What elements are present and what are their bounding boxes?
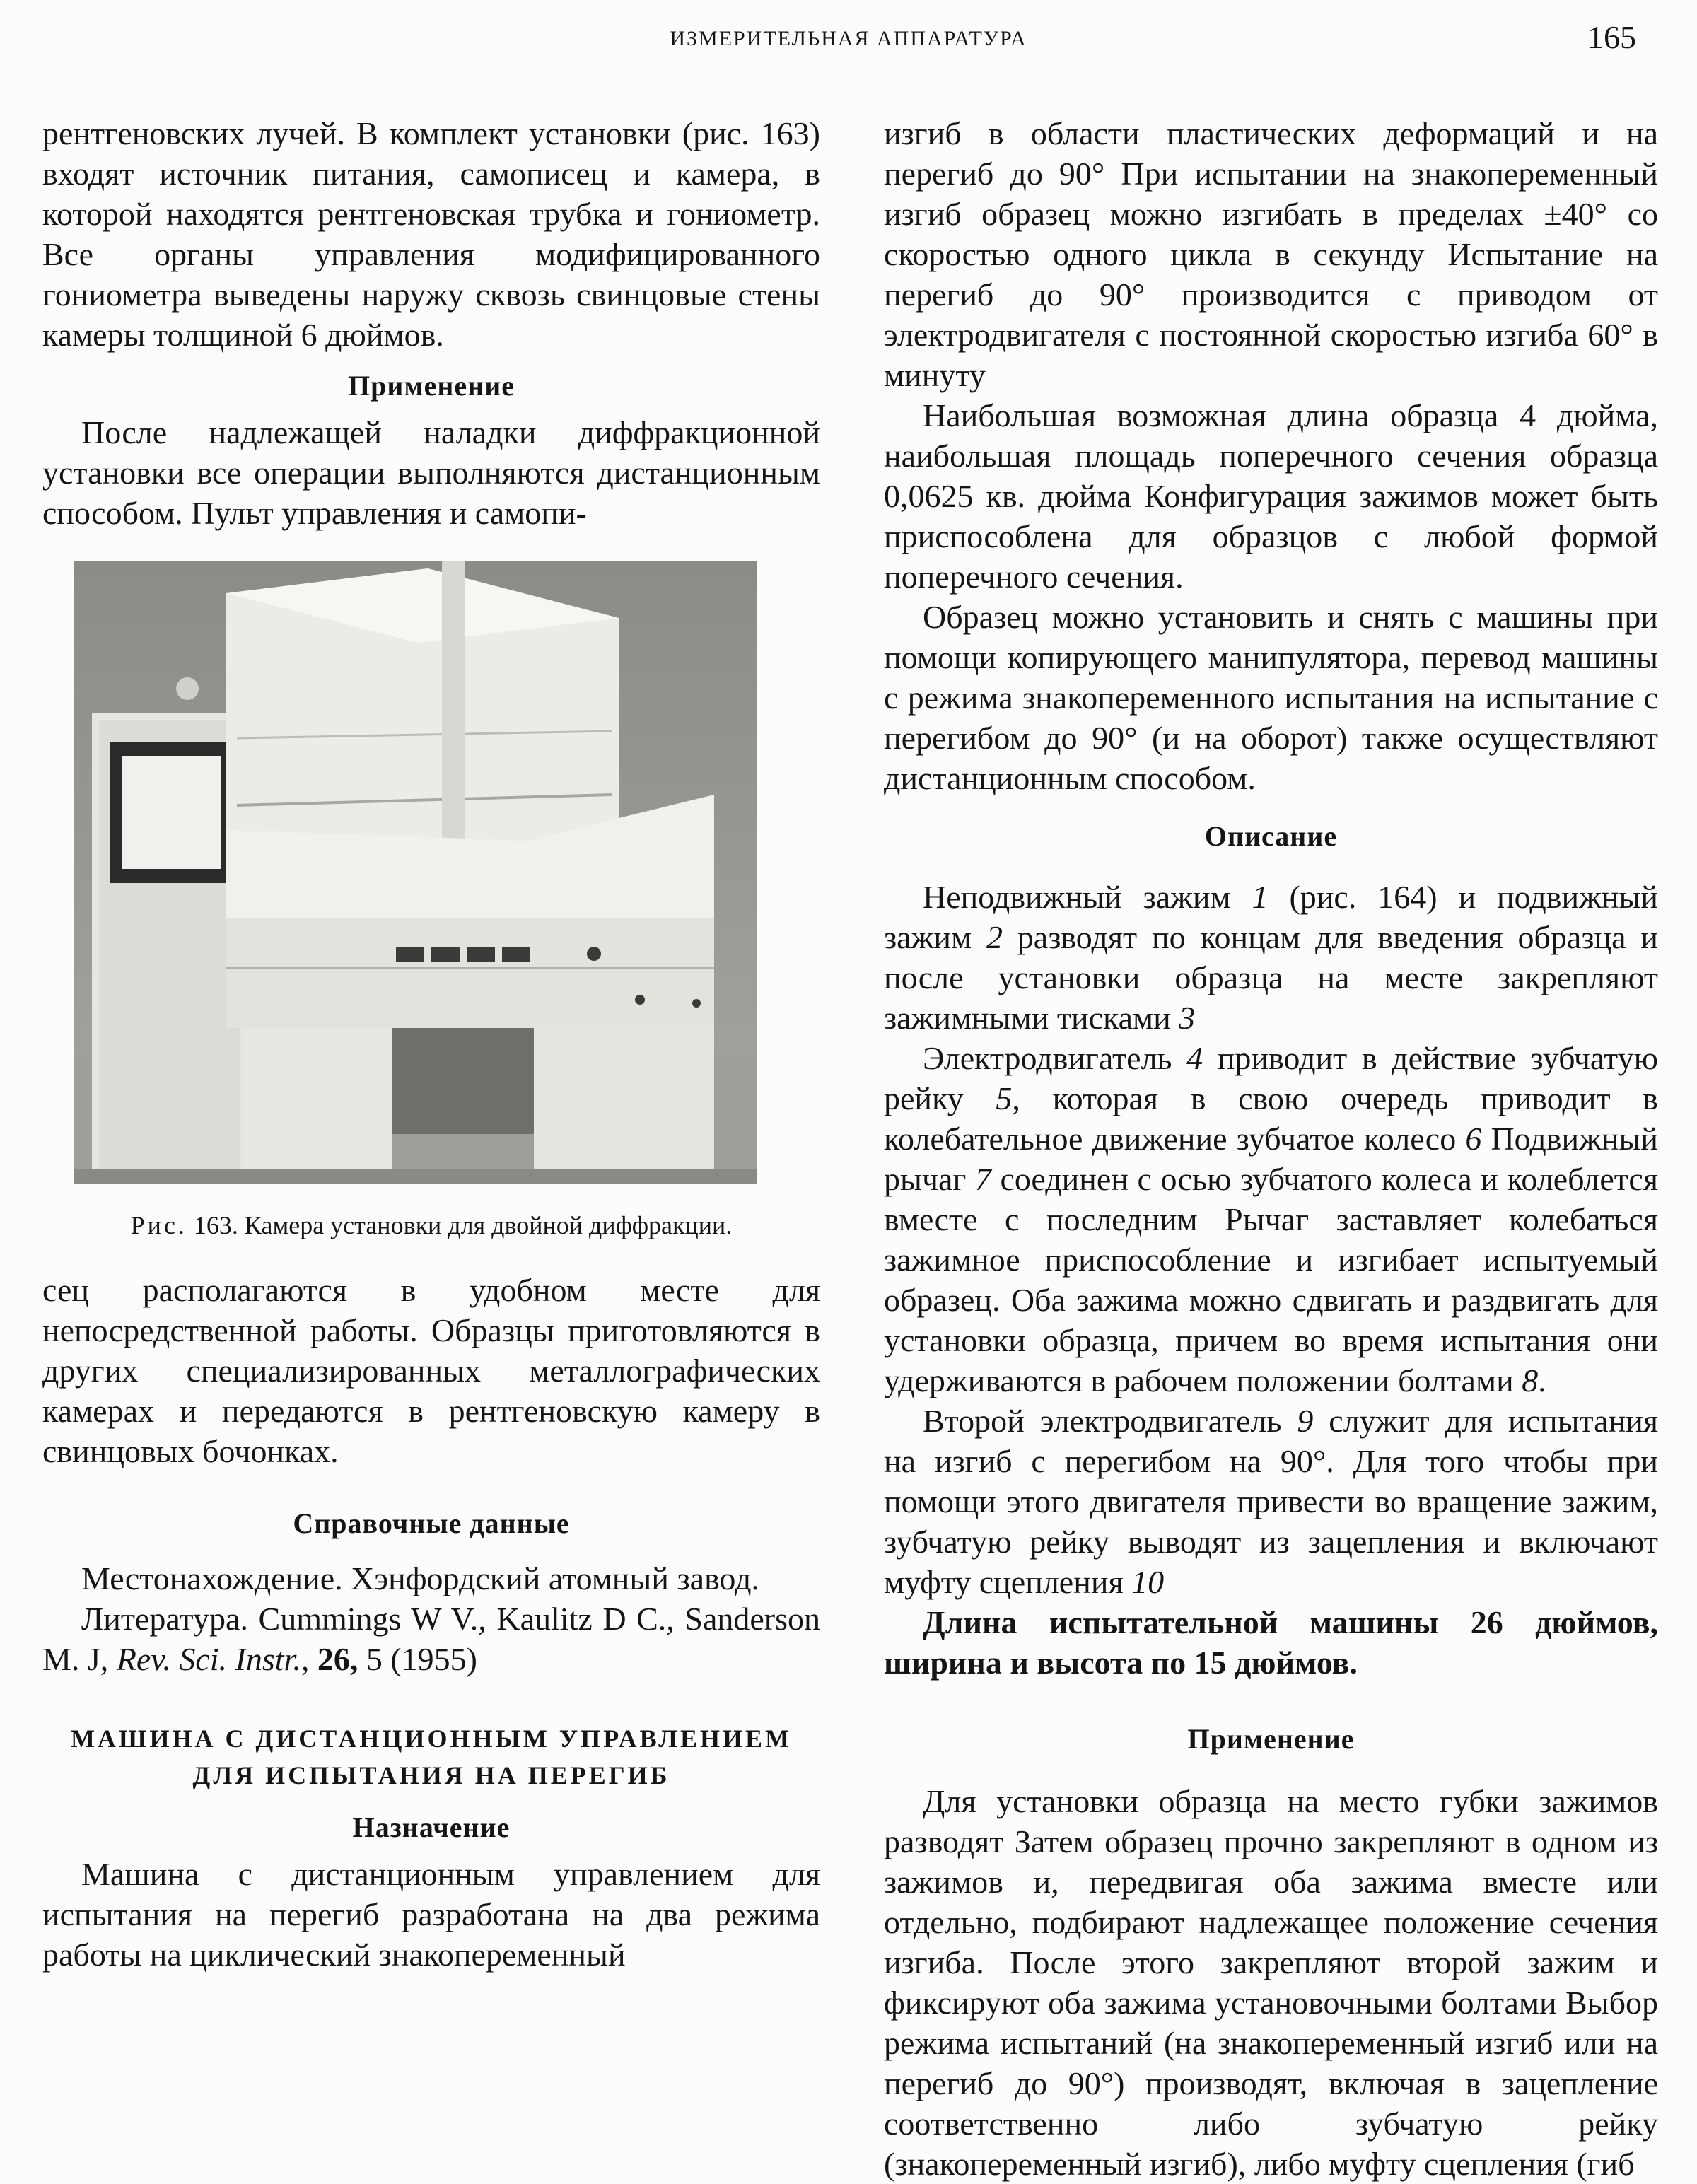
figure-caption (71, 1209, 792, 1242)
section-title-machine: МАШИНА С ДИСТАНЦИОННЫМ УПРАВЛЕНИЕМ ДЛЯ ИСПЫТАНИЯ НА ПЕРЕГИБ (70, 1724, 793, 1789)
heading-application-2: Применение (1187, 1723, 1355, 1755)
paragraph-after-figure: сец располагаются в удобном месте для непосредственной работы. Образцы приготовляются в других специализированных металлографических камерах и передаются в рентгеновскую камеру в свинцовых бочонках. (42, 1272, 820, 1469)
paragraph-application-2: Для установки образца на место губки зажимов разводят Затем образец прочно закрепляют в одном из зажимов и, передвигая оба зажима вместе или отдельно, подбирают надлежащее положение сечения изгиба. После этого закрепляют второй зажим и фиксируют оба зажима установочными болтами Выбор режима испытаний (на знакопеременный изгиб или на перегиб до 90°) производят, включая в зацепление соответственно либо зубчатую рейку (знакопеременный изгиб), либо муфту сцепления (гиб (884, 1783, 1658, 2182)
paragraph-purpose: Машина с дистанционным управлением для испытания на перегиб разработана на два режима работы на циклический знакопеременный (42, 1856, 820, 1973)
paragraph-description-second-motor: Второй электродвигатель 9 служит для испытания на изгиб с перегибом на 90°. Для того чтобы при помощи этого двигателя привести во вращение зажим, зубчатую рейку выводят из зацепления и включают муфту сцепления 10 (884, 1403, 1658, 1600)
ref-number: 1 (1252, 879, 1269, 915)
paragraph-description-motor: Электродвигатель 4 приводит в действие зубчатую рейку 5, которая в свою очередь приводит в колебательное движение зубчатое колесо 6 Подвижный рычаг 7 соединен с осью зубчатого колеса и колеблется вместе с последним Рычаг заставляет колебаться зажимное приспособление и изгибает испытуемый образец. Оба зажима можно сдвигать и раздвигать для установки образца, причем во время испытания они удерживаются в рабочем положении болтами 8. (884, 1040, 1659, 1398)
heading-purpose: Назначение (352, 1811, 511, 1843)
diffraction-camera-illustration (74, 561, 757, 1184)
figure-163-photo (74, 561, 757, 1184)
ref-number: 8 (1522, 1362, 1539, 1398)
paragraph-dimensions: Длина испытательной машины 26 дюймов, ширина и высота по 15 дюймов. (884, 1604, 1658, 1681)
ref-number: 4 (1186, 1040, 1203, 1076)
ref-number: 6 (1465, 1121, 1482, 1157)
running-title: ИЗМЕРИТЕЛЬНАЯ АППАРАТУРА (670, 27, 1027, 50)
paragraph-location: Местонахождение. Хэнфордский атомный завод. (81, 1560, 760, 1596)
ref-number: 7 (974, 1161, 991, 1197)
ref-number: 10 (1131, 1564, 1165, 1600)
page-number: 165 (1587, 19, 1636, 55)
ref-number: 9 (1297, 1403, 1314, 1439)
heading-application: Применение (347, 370, 515, 402)
paragraph-continuation: изгиб в области пластических деформаций и на перегиб до 90° При испытании на знакопеременный изгиб образец можно изгибать в пределах ±40° со скоростью одного цикла в секунду Испытание на перегиб до 90° производится с приводом от электродвигателя с постоянной скоростью изгиба 60° в минуту (884, 115, 1658, 393)
ref-number: 5 (996, 1080, 1013, 1116)
caption-text: 163. Камера установки для двойной диффракции. (193, 1211, 733, 1239)
left-column (42, 113, 820, 1975)
right-column (884, 113, 1658, 2184)
literature-volume: 26, (317, 1641, 358, 1677)
paragraph-sizes: Наибольшая возможная длина образца 4 дюйма, наибольшая площадь поперечного сечения образца 0,0625 кв. дюйма Конфигурация зажимов может быть приспособлена для образцов с любой формой поперечного сечения. (884, 397, 1658, 595)
literature-lead: Литература. Cummings W V., Kaulitz D C., Sanderson M. J, (42, 1601, 820, 1677)
paragraph-intro: рентгеновских лучей. В комплект установки (рис. 163) входят источник питания, самописец и камера, в которой находятся рентгеновская трубка и гониометр. Все органы управления модифицированного гониометра выведены наружу сквозь свинцовые стены камеры толщиной 6 дюймов. (42, 115, 820, 353)
heading-description: Описание (1204, 820, 1338, 852)
literature-tail: 5 (1955) (366, 1641, 477, 1677)
paragraph-manipulator: Образец можно установить и снять с машины при помощи копирующего манипулятора, перевод машины с режима знакопеременного испытания на испытание с перегибом до 90° (и на оборот) также осуществляют дистанционным способом. (884, 599, 1658, 796)
paragraph-application: После надлежащей наладки диффракционной установки все операции выполняются дистанционным способом. Пульт управления и самопи- (42, 414, 820, 531)
literature-journal: Rev. Sci. Instr., (116, 1641, 310, 1677)
paragraph-description-clamps: Неподвижный зажим 1 (рис. 164) и подвижный зажим 2 разводят по концам для введения образца и после установки образца на месте закрепляют зажимными тисками 3 (884, 879, 1658, 1036)
paragraph-literature (42, 1599, 820, 1679)
caption-label: Рис. (130, 1211, 187, 1239)
ref-number: 2 (986, 919, 1003, 955)
heading-reference-data: Справочные данные (293, 1507, 570, 1539)
ref-number: 3 (1179, 1000, 1196, 1036)
